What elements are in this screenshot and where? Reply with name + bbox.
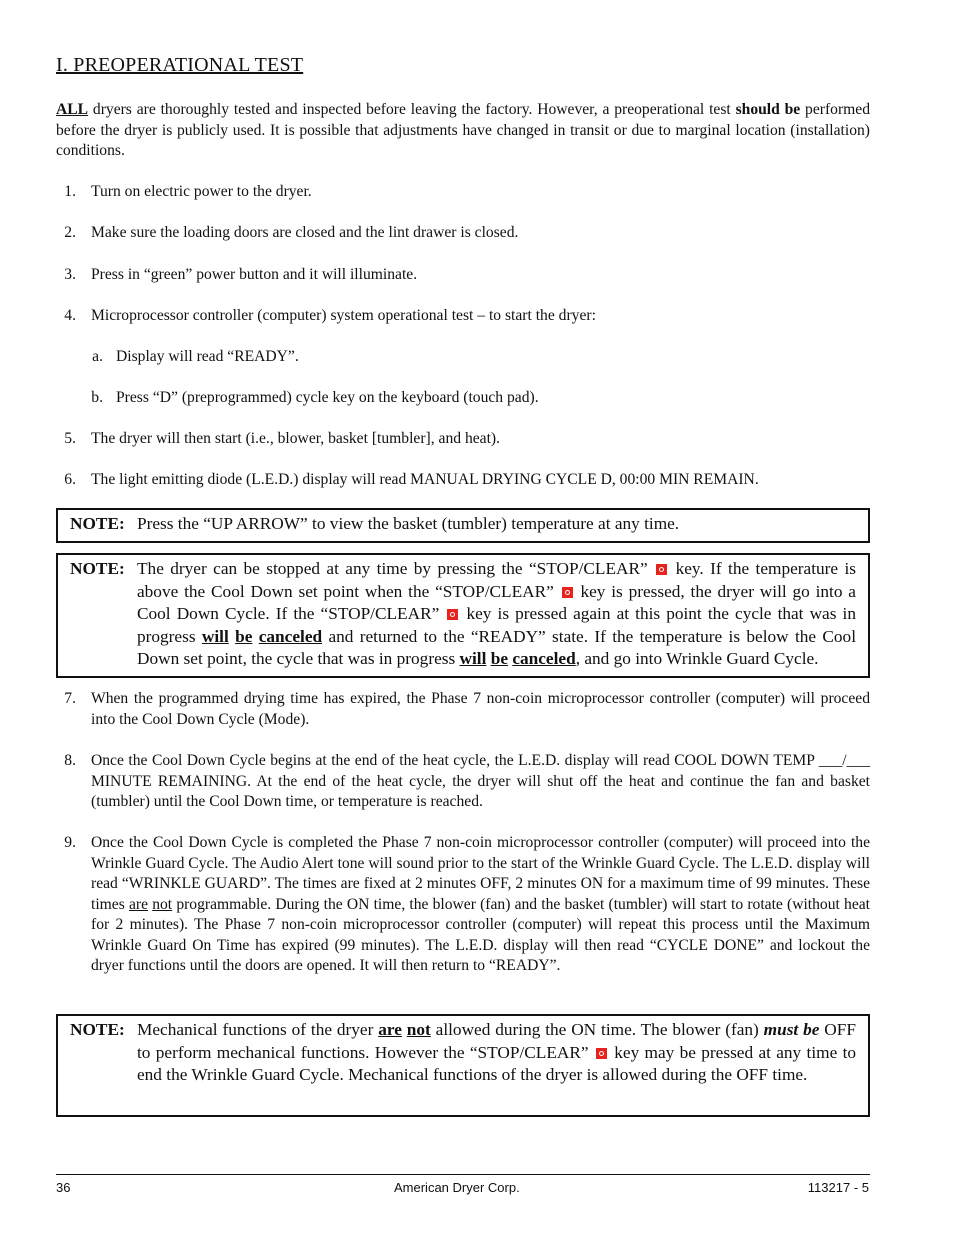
substep-text: Press “D” (preprogrammed) cycle key on the keyboard (touch pad).	[116, 389, 539, 406]
step9-text-1: Once the Cool Down Cycle is completed the Phase 7 non-coin microprocessor controller (computer) will proceed into the Wrinkle Guard Cycle. The Audio Alert tone will sound prior to the start of the Wrinkle Guard Cycle. The L.E.D. display will read “WRINKLE GUARD”. The times are fixed at 2 minutes OFF, 2 minutes ON for a maximum time of 99 minutes. These times	[91, 834, 870, 913]
page-number: 36	[56, 1180, 71, 1195]
footer-rule	[56, 1174, 870, 1175]
step-text: Press in “green” power button and it will illuminate.	[91, 266, 418, 283]
note2-canceled-2: canceled	[512, 649, 576, 668]
intro-part1: dryers are thoroughly tested and inspected before leaving the factory. However, a preoperational test	[88, 101, 736, 118]
intro-part2: performed before the dryer is publicly used. It is possible that adjustments have changed in transit or due to marginal location (installation) conditions.	[56, 101, 870, 159]
step-text: The light emitting diode (L.E.D.) display will read MANUAL DRYING CYCLE D, 00:00 MIN REMAIN.	[91, 471, 759, 488]
note-stop-clear	[56, 553, 870, 678]
step-number: 9.	[64, 834, 76, 851]
note-text	[137, 1019, 856, 1087]
step-number: 3.	[64, 266, 76, 283]
note3-must-be: must be	[763, 1020, 820, 1039]
note2-be-2: be	[490, 649, 509, 668]
step-number: 8.	[64, 752, 76, 769]
step9-are: are	[128, 895, 149, 913]
intro-should-be: should be	[735, 101, 801, 118]
step-text: Turn on electric power to the dryer.	[91, 183, 312, 200]
note2-text-5: and returned to the “READY” state. If the temperature is below the Cool Down set point, the cycle that was in progress	[137, 626, 856, 668]
substep-text: Display will read “READY”.	[116, 348, 299, 365]
note-label: NOTE:	[70, 1020, 125, 1039]
note2-canceled: canceled	[258, 626, 323, 646]
note3-text-4: key may be pressed at any time to end the Wrinkle Guard Cycle. Mechanical functions of the dryer is allowed during the OFF time.	[137, 1042, 857, 1084]
footer-doc-number: 113217 - 5	[807, 1180, 869, 1195]
step-text: Make sure the loading doors are closed and the lint drawer is closed.	[91, 224, 519, 241]
footer-company: American Dryer Corp.	[394, 1180, 520, 1195]
substep-letter: a.	[92, 348, 103, 365]
step9-not: not	[152, 895, 173, 913]
note3-text-3: OFF to perform mechanical functions. However the “STOP/CLEAR”	[137, 1020, 856, 1062]
step-number: 7.	[64, 690, 76, 707]
note-label: NOTE:	[70, 514, 125, 533]
note-mechanical	[56, 1014, 870, 1117]
note2-be: be	[235, 626, 253, 646]
intro-paragraph	[56, 100, 870, 162]
stop-clear-key-icon	[447, 609, 458, 620]
stop-clear-key-icon	[562, 587, 573, 598]
step-number: 1.	[64, 183, 76, 200]
section-heading: I. PREOPERATIONAL TEST	[56, 54, 304, 76]
step-text: Microprocessor controller (computer) system operational test – to start the dryer:	[91, 307, 596, 324]
note2-will: will	[201, 626, 229, 646]
note-up-arrow	[56, 508, 870, 543]
step9-text-2: programmable. During the ON time, the blower (fan) and the basket (tumbler) will start to rotate (without heat for 2 minutes). The Phase 7 non-coin microprocessor controller (computer) will repeat this process until the Maximum Wrinkle Guard On Time has expired (99 minutes). The L.E.D. display will then read “CYCLE DONE” and lockout the dryer functions until the doors are opened. It will then return to “READY”.	[91, 895, 870, 974]
note3-are: are	[378, 1020, 402, 1039]
step-text: The dryer will then start (i.e., blower, basket [tumbler], and heat).	[91, 430, 501, 447]
step-text: When the programmed drying time has expired, the Phase 7 non-coin microprocessor controller (computer) will proceed into the Cool Down Cycle (Mode).	[91, 690, 870, 728]
step-number: 5.	[64, 430, 76, 447]
note2-will-2: will	[459, 649, 487, 668]
stop-clear-key-icon	[656, 564, 667, 575]
note2-text-3: key is pressed, the dryer will go into a Cool Down Cycle. If the “STOP/CLEAR”	[137, 581, 856, 623]
note-text: Press the “UP ARROW” to view the basket (tumbler) temperature at any time.	[137, 514, 680, 533]
step-text	[91, 833, 870, 977]
substep-letter: b.	[91, 389, 103, 406]
note2-text-4: key is pressed again at this point the cycle that was in progress	[137, 604, 856, 646]
step-number: 6.	[64, 471, 76, 488]
step-text: Once the Cool Down Cycle begins at the end of the heat cycle, the L.E.D. display will read COOL DOWN TEMP ___/___ MINUTE REMAINING. At the end of the heat cycle, the dryer will shut off the heat and continue the fan and basket (tumbler) until the Cool Down time, or temperature is reached.	[91, 752, 870, 810]
note3-not: not	[406, 1020, 431, 1039]
note2-text-1: The dryer can be stopped at any time by pressing the “STOP/CLEAR”	[137, 559, 648, 578]
stop-clear-key-icon	[596, 1048, 607, 1059]
step-number: 2.	[64, 224, 76, 241]
intro-all: ALL	[56, 101, 89, 118]
note3-text-1: Mechanical functions of the dryer	[137, 1020, 379, 1039]
note-text	[137, 558, 856, 671]
note2-text-6: , and go into Wrinkle Guard Cycle.	[575, 649, 819, 668]
step-number: 4.	[64, 307, 76, 324]
note-label: NOTE:	[70, 559, 125, 578]
note3-text-2: allowed during the ON time. The blower (fan)	[430, 1020, 764, 1039]
note2-text-2: key. If the temperature is above the Cool Down set point when the “STOP/CLEAR”	[137, 559, 857, 601]
